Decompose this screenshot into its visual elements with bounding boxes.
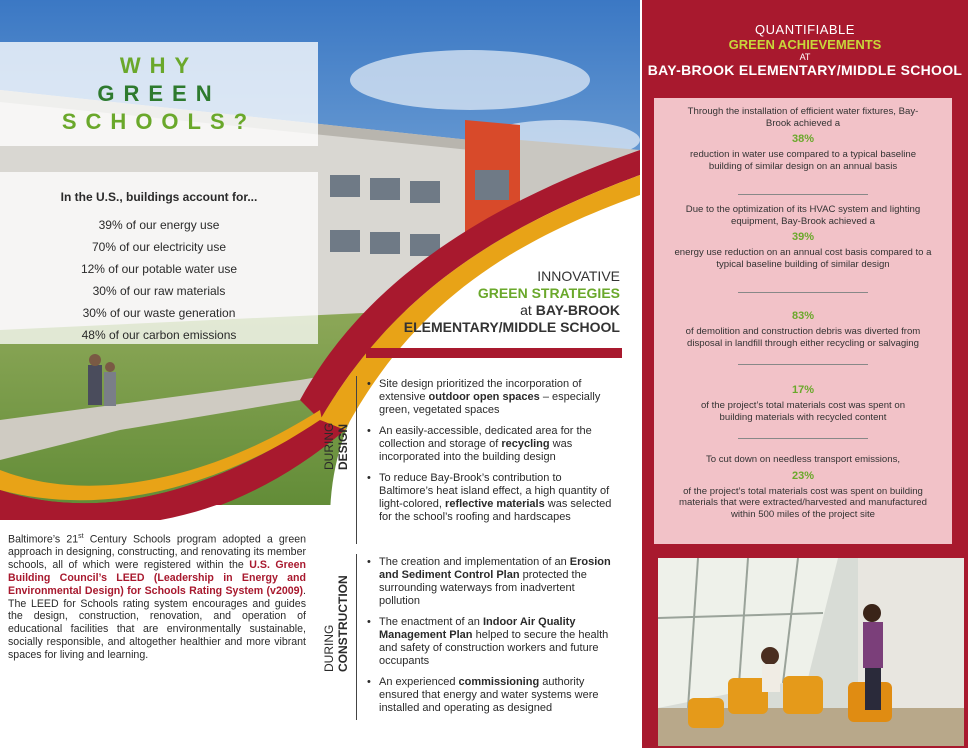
ach-heading-3: AT [799, 52, 811, 62]
students-illustration [658, 558, 964, 746]
stats-intro: In the U.S., buildings account for... [60, 190, 258, 204]
why-green-schools-box [0, 42, 318, 146]
stat-item: 70% of our electricity use [91, 240, 227, 254]
construction-vertical-label [322, 575, 350, 672]
stat-item: 12% of our potable water use [80, 262, 238, 276]
design-strategies-list [366, 378, 616, 532]
achievement-separator [738, 292, 868, 293]
design-bracket [356, 376, 357, 544]
stats-list [0, 214, 318, 346]
why-title-line-1: WHY [119, 53, 199, 78]
achievement-regional: To cut down on needless transport emissions, 23% of the project’s total materials cost was spent on building materials that were extracted/harvested and manufactured within 500 miles of the project site [654, 454, 952, 520]
ach-heading-2: GREEN ACHIEVEMENTS [728, 37, 882, 52]
achievement-energy: Due to the optimization of its HVAC system and lighting equipment, Bay-Brook achieved a 39% energy use reduction on an annual cost basis compared to a typical baseline building of similar design [654, 204, 952, 270]
innovative-strategies-heading [404, 268, 620, 336]
construction-item: • The creation and implementation of an Erosion and Sediment Control Plan protected the surrounding waterways from inadvertent pollution [366, 556, 616, 608]
construction-item: • The enactment of an Indoor Air Quality Management Plan helped to secure the health and safety of construction workers and future occupants [366, 616, 616, 668]
achievement-recycled: 17% of the project’s total materials cost was spent on building materials with recycled content [654, 380, 952, 423]
innov-line-3b: BAY-BROOK [535, 302, 620, 318]
achievement-separator [738, 438, 868, 439]
achievement-separator [738, 194, 868, 195]
design-vertical-label [322, 423, 350, 470]
building-stats-box [0, 172, 318, 344]
students-lounge-photo [658, 558, 964, 746]
design-label-top: DURING [322, 422, 336, 470]
design-item: • An easily-accessible, dedicated area for the collection and storage of recycling was incorporated into the building design [366, 425, 616, 464]
stat-item: 39% of our energy use [98, 218, 220, 232]
design-label-bottom: DESIGN [336, 423, 350, 470]
why-title-line-2: GREEN [97, 81, 221, 106]
achievement-percent: 38% [791, 133, 815, 146]
design-item: • To reduce Bay-Brook’s contribution to Baltimore’s heat island effect, a high quantity of light-colored, reflective materials was selected for the school’s roofing and hardscapes [366, 472, 616, 524]
achievement-waste: 83% of demolition and construction debris was diverted from disposal in landfill through either recycling or salvaging [654, 306, 952, 349]
construction-bracket [356, 554, 357, 720]
innov-line-2: GREEN STRATEGIES [477, 285, 620, 301]
leed-paragraph: Baltimore’s 21st Century Schools program adopted a green approach in designing, constructing, and renovating its member schools, all of which were registered within the U.S. Green Building Council’s LEED (Leadership in Energy and Environmental Design) for Schools Rating System (v2009). The LEED for Schools rating system encourages and guides the design, construction, renovation, and operation of educational facilities that are environmentally sustainable, socially responsible, and altogether healthier and more vibrant spaces for living and learning. [8, 533, 307, 661]
construction-item: • An experienced commissioning authority ensured that energy and water systems were installed and operating as designed [366, 676, 616, 715]
construction-label-bottom: CONSTRUCTION [336, 575, 350, 672]
achievement-percent: 23% [791, 469, 815, 482]
achievement-water: Through the installation of efficient water fixtures, Bay-Brook achieved a 38% reduction in water use compared to a typical baseline building of similar design on an annual basis [654, 106, 952, 172]
achievements-heading [642, 22, 968, 78]
design-item: • Site design prioritized the incorporation of extensive outdoor open spaces – especially green, vegetated spaces [366, 378, 616, 417]
achievement-separator [738, 364, 868, 365]
ach-heading-4: BAY-BROOK ELEMENTARY/MIDDLE SCHOOL [647, 62, 963, 78]
why-title-line-3: SCHOOLS? [61, 109, 257, 134]
construction-label-top: DURING [322, 624, 336, 672]
construction-strategies-list [366, 556, 616, 723]
achievement-percent: 83% [791, 310, 815, 322]
innov-line-4: ELEMENTARY/MIDDLE SCHOOL [403, 319, 620, 335]
stat-item: 30% of our waste generation [82, 306, 236, 320]
innov-line-3a: at [520, 302, 536, 318]
innov-line-1: INNOVATIVE [537, 268, 620, 284]
ach-heading-1: QUANTIFIABLE [755, 22, 855, 37]
heading-divider-bar [366, 348, 622, 358]
achievements-box [654, 98, 952, 544]
achievement-percent: 17% [791, 384, 815, 396]
achievement-percent: 39% [791, 231, 815, 244]
stat-item: 30% of our raw materials [92, 284, 226, 298]
stat-item: 48% of our carbon emissions [81, 328, 237, 342]
